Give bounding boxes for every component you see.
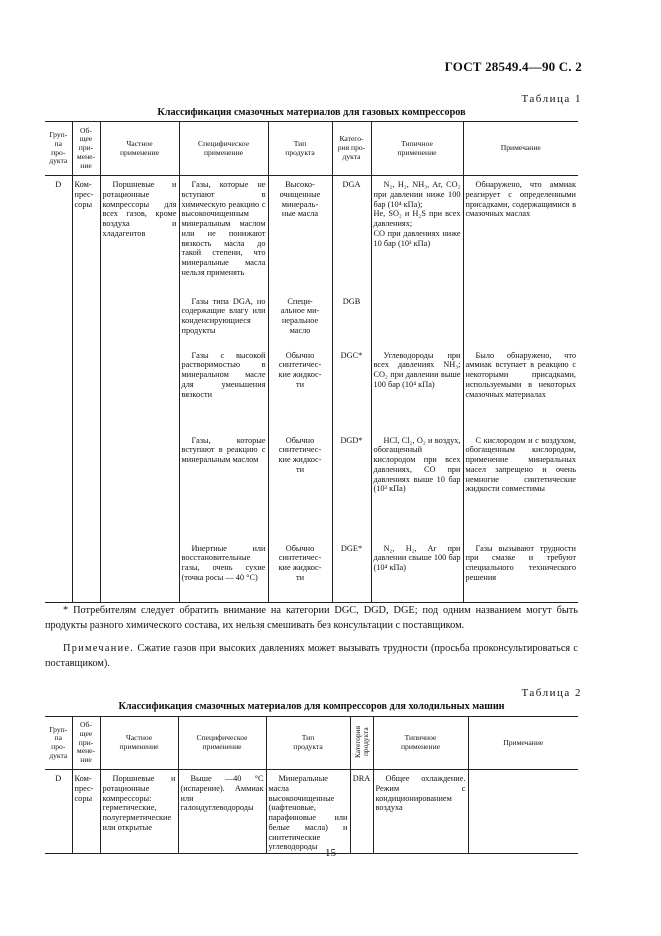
- t2-header-typical: Типичное применение: [373, 717, 468, 770]
- t1-category-cell: DGD*: [332, 435, 371, 543]
- t1-header-general: Об- щее при- мене- ние: [72, 122, 100, 176]
- t1-note-cell: С кислородом и с воздухом, обогащенным кислородом, применение минеральных масел запрещено и очень немногие синтетические жидкости совместимы: [463, 435, 578, 543]
- t1-note-cell: Было обнаружено, что аммиак вступает в реакцию с некоторыми присадками, используемыми в некоторых смазочных материалах: [463, 350, 578, 435]
- table2: [45, 716, 578, 854]
- table-row: [45, 770, 578, 854]
- t1-header-type: Тип продукта: [268, 122, 332, 176]
- t1-general-cell: Ком- прес- соры: [72, 176, 100, 296]
- t1-header-category: Катего- рия про- дукта: [332, 122, 371, 176]
- t1-type-cell: Специ- альное ми- неральное масло: [268, 296, 332, 350]
- t1-type-cell: Обычно синтетичес- кие жидкос- ти: [268, 543, 332, 603]
- t1-note-cell: Газы вызывают трудности при смазке и требуют специального технического решения: [463, 543, 578, 603]
- t1-specific-cell: Газы с высокой растворимостью в минеральном масле для уменьшения вязкости: [179, 350, 268, 435]
- t1-category-cell: DGA: [332, 176, 371, 296]
- t2-header-specific: Специфическое применение: [178, 717, 266, 770]
- note-label: Примечание.: [63, 643, 135, 654]
- t1-note-cell: Обнаружено, что аммиак реагирует с определенными присадками, содержащимися в смазочных маслах: [463, 176, 578, 296]
- t2-group-cell: D: [45, 770, 72, 854]
- table1-title: Классификация смазочных материалов для газовых компрессоров: [157, 107, 466, 118]
- table2-label: Таблица 2: [521, 687, 582, 699]
- t2-header-general: Об- щее при- мене- ние: [72, 717, 100, 770]
- table-row: [45, 350, 578, 435]
- t1-typical-cell: Углеводороды при всех давлениях NH₃; CO₂ при давлении выше 100 бар (10⁴ кПа): [371, 350, 463, 435]
- t1-typical-cell: N₂, H₂, NH₃, Ar, CO₂ при давлении ниже 100 бар (10⁴ кПа); He, SO₂ и H₂S при всех давлениях; CO при давлениях ниже 10 бар (10³ кПа): [371, 176, 463, 296]
- note: [45, 642, 578, 672]
- table2-title: Классификация смазочных материалов для компрессоров для холодильных машин: [118, 701, 505, 712]
- t1-typical-cell: N₂, H₂, Ar при давлении свыше 100 бар (10⁴ кПа): [371, 543, 463, 603]
- t2-type-cell: Минеральные масла высокоочищенные (нафтеновые, парафиновые или белые масла) и синтетические углеводороды: [266, 770, 350, 854]
- t1-specific-cell: Газы, которые не вступают в химическую реакцию с высокоочищенным минеральным маслом или не понижают вязкость масла до такой степени, что минеральные масла нельзя применять: [179, 176, 268, 296]
- t1-category-cell: DGE*: [332, 543, 371, 603]
- t1-typical-cell: HCl, Cl₂, O₂ и воздух, обогащенный кислородом при всех давлениях, CO при давлениях выше 10 бар (10³ кПа): [371, 435, 463, 543]
- t1-header-note: Примечание: [463, 122, 578, 176]
- table1: [45, 121, 578, 603]
- t1-type-cell: Обычно синтетичес- кие жидкос- ти: [268, 435, 332, 543]
- t2-typical-cell: Общее охлаждение. Режим с кондиционированием воздуха: [373, 770, 468, 854]
- t2-note-cell: [468, 770, 578, 854]
- footnote: * Потребителям следует обратить внимание на категории DGC, DGD, DGE; под одним названием могут быть продукты разного химического состава, их нельзя смешивать без консультации с поставщиком.: [45, 605, 578, 631]
- t1-header-group: Груп- па про- дукта: [45, 122, 72, 176]
- t1-header-particular: Частное применение: [100, 122, 179, 176]
- page-number: 15: [325, 847, 336, 859]
- t1-typical-cell: [371, 296, 463, 350]
- t2-category-cell: DRA: [350, 770, 373, 854]
- t1-group-cell: D: [55, 180, 62, 189]
- t1-note-cell: [463, 296, 578, 350]
- t2-particular-cell: Поршневые и ротационные компрессоры: герметические, полугерметические или открытые: [100, 770, 178, 854]
- table1-label: Таблица 1: [521, 93, 582, 105]
- t1-type-cell: Обычно синтетичес- кие жидкос- ти: [268, 350, 332, 435]
- t2-general-cell: Ком- прес- соры: [72, 770, 100, 854]
- table-row: [45, 176, 578, 296]
- table-row: [45, 543, 578, 603]
- t1-category-cell: DGC*: [332, 350, 371, 435]
- table-row: [45, 296, 578, 350]
- t1-header-typical: Типичное применение: [371, 122, 463, 176]
- t2-header-note: Примечание: [468, 717, 578, 770]
- t1-category-cell: DGB: [332, 296, 371, 350]
- t2-header-category: Категория продукта: [350, 717, 373, 770]
- t2-specific-cell: Выше —40 °С (испарение). Аммиак или галондуглеводороды: [178, 770, 266, 854]
- t2-header-particular: Частное применение: [100, 717, 178, 770]
- note-text: Сжатие газов при высоких давлениях может вызывать трудности (просьба проконсультироваться с поставщиком).: [45, 643, 578, 669]
- t1-specific-cell: Газы типа DGA, но содержащие влагу или конденсирующиеся продукты: [179, 296, 268, 350]
- t2-header-type: Тип продукта: [266, 717, 350, 770]
- page-header: ГОСТ 28549.4—90 С. 2: [444, 59, 582, 74]
- t1-type-cell: Высоко- очищенные минераль- ные масла: [268, 176, 332, 296]
- t1-particular-cell: Поршневые и ротационные компрессоры для всех газов, кроме воздуха и хладагентов: [100, 176, 179, 296]
- t2-header-group: Груп- па про- дукта: [45, 717, 72, 770]
- t1-specific-cell: Газы, которые вступают в реакцию с минеральным маслом: [179, 435, 268, 543]
- table-row: [45, 435, 578, 543]
- t1-specific-cell: Инертные или восстановительные газы, очень сухие (точка росы — 40 °С): [179, 543, 268, 603]
- t1-header-specific: Специфическое применение: [179, 122, 268, 176]
